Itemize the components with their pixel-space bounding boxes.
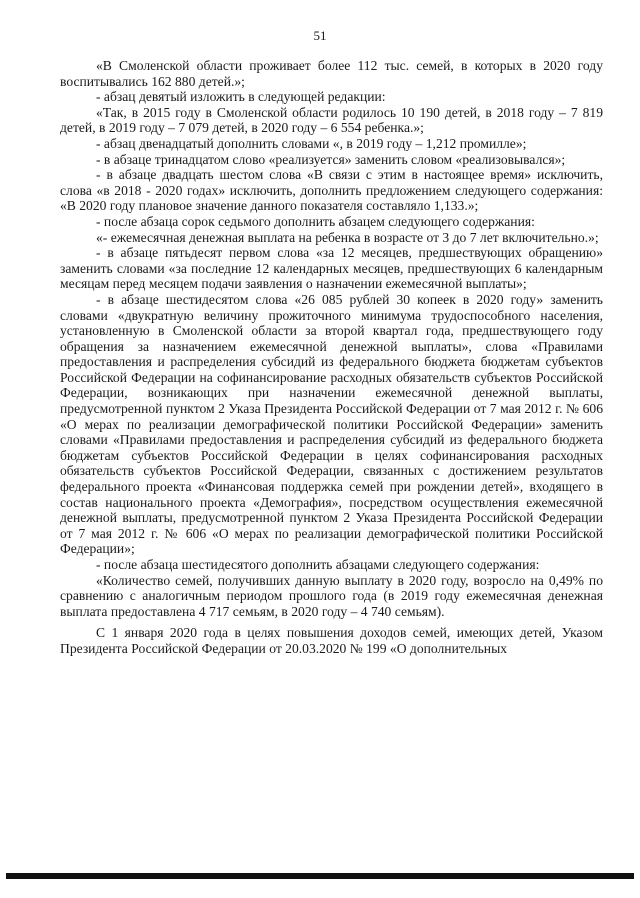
paragraph: «- ежемесячная денежная выплата на ребенка в возрасте от 3 до 7 лет включительно.»; <box>96 229 599 245</box>
paragraph: - после абзаца шестидесятого дополнить абзацами следующего содержания: <box>96 557 540 572</box>
paragraph: «Количество семей, получивших данную выплату в 2020 году, возросло на 0,49% по сравнению с аналогичным периодом прошлого года (в 2019 году ежемесячная денежная выплата предоставлена 4 717 семьям, в 2020 году – 4 740 семьям). <box>60 572 603 619</box>
document-body <box>60 58 603 657</box>
page-number: 51 <box>313 28 327 43</box>
paragraph: С 1 января 2020 года в целях повышения доходов семей, имеющих детей, Указом Президента Российской Федерации от 20.03.2020 № 199 «О дополнительных <box>60 625 603 656</box>
paragraph: «В Смоленской области проживает более 112 тыс. семей, в которых в 2020 году воспитывались 162 880 детей.»; <box>60 58 603 89</box>
paragraph: «Так, в 2015 году в Смоленской области родилось 10 190 детей, в 2018 году – 7 819 детей, в 2019 году – 7 079 детей, в 2020 году – 6 554 ребенка.»; <box>60 104 603 136</box>
bottom-border-bar <box>6 873 634 879</box>
paragraph: - абзац девятый изложить в следующей редакции: <box>96 89 386 105</box>
paragraph: - абзац двенадцатый дополнить словами «, в 2019 году – 1,212 промилле»; <box>96 135 527 151</box>
paragraph: - в абзаце тринадцатом слово «реализуется» заменить словом «реализовывался»; <box>96 151 566 167</box>
paragraph: - в абзаце шестидесятом слова «26 085 рублей 30 копеек в 2020 году» заменить словами «двукратную величину прожиточного минимума трудоспособного населения, установленную в Смоленской области за второй квартал года, предшествующего году обращения за назначением ежемесячной денежной выплаты», слова «Правилами предоставления и распределения субсидий из федерального бюджета бюджетам субъектов Российской Федерации на софинансирование расходных обязательств субъектов Российской Федерации, возникающих при назначении ежемесячной денежной выплаты, предусмотренной пунктом 2 Указа Президента Российской Федерации от 7 мая 2012 г. № 606 «О мерах по реализации демографической политики Российской Федерации» заменить словами «Правилами предоставления и распределения субсидий из федерального бюджета бюджетам субъектов Российской Федерации в целях софинансирования расходных обязательств субъектов Российской Федерации, связанных с достижением результатов федерального проекта «Финансовая поддержка семей при рождении детей», входящего в состав национального проекта «Демография», посредством осуществления ежемесячной денежной выплаты, предусмотренной пунктом 2 Указа Президента Российской Федерации от 7 мая 2012 г. № 606 «О мерах по реализации демографической политики Российской Федерации»; <box>60 291 603 557</box>
paragraph: - после абзаца сорок седьмого дополнить абзацем следующего содержания: <box>96 213 535 229</box>
paragraph: - в абзаце двадцать шестом слова «В связи с этим в настоящее время» исключить, слова «в 2018 - 2020 годах» исключить, дополнить предложением следующего содержания: «В 2020 году плановое значение данного показателя составляло 1,133.»; <box>60 167 603 214</box>
paragraph: - в абзаце пятьдесят первом слова «за 12 месяцев, предшествующих обращению» заменить словами «за последние 12 календарных месяцев, предшествующих 6 календарным месяцам перед месяцем подачи заявления о назначении ежемесячной выплаты»; <box>60 245 603 292</box>
